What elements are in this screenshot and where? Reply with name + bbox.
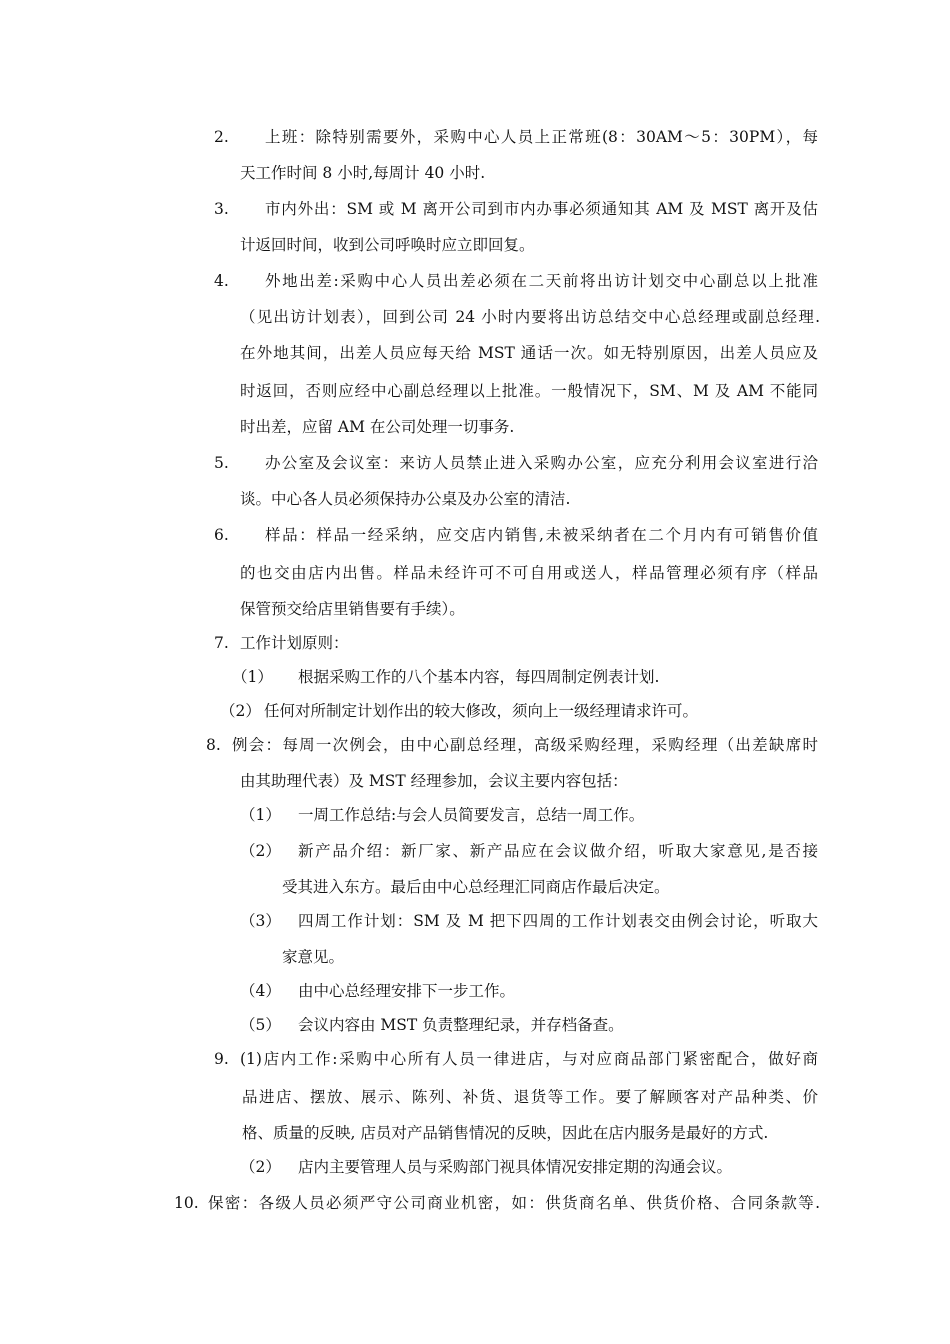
item-number: 4. — [214, 272, 229, 290]
paragraph-line: 由其助理代表）及 MST 经理参加，会议主要内容包括： — [240, 772, 628, 790]
sub-item-number: （1） — [232, 668, 273, 686]
paragraph-line: 样品：样品一经采纳，应交店内销售,未被采纳者在二个月内有可销售价值 — [265, 526, 818, 544]
paragraph-line: 保管预交给店里销售要有手续）。 — [240, 600, 465, 618]
paragraph-line: 的也交由店内出售。样品未经许可不可自用或送人，样品管理必须有序（样品 — [240, 564, 818, 582]
item-number: 3. — [214, 200, 229, 218]
paragraph-line: 会议内容由 MST 负责整理纪录，并存档备查。 — [298, 1016, 624, 1034]
paragraph-line: 由中心总经理安排下一步工作。 — [298, 982, 516, 1000]
paragraph-line: 市内外出：SM 或 M 离开公司到市内办事必须通知其 AM 及 MST 离开及估 — [265, 200, 818, 218]
item-number: 10. — [174, 1194, 199, 1212]
sub-item-number: （2） — [220, 702, 261, 720]
item-number: 9. — [214, 1050, 229, 1068]
paragraph-line: 计返回时间，收到公司呼唤时应立即回复。 — [240, 236, 535, 254]
paragraph-line: 店内主要管理人员与采购部门视具体情况安排定期的沟通会议。 — [298, 1158, 733, 1176]
item-number: 2. — [214, 128, 229, 146]
paragraph-line: 新产品介绍：新厂家、新产品应在会议做介绍，听取大家意见,是否接 — [298, 842, 818, 860]
paragraph-line: 在外地其间，出差人员应每天给 MST 通话一次。如无特别原因，出差人员应及 — [240, 344, 818, 362]
paragraph-line: 办公室及会议室：来访人员禁止进入采购办公室，应充分利用会议室进行洽 — [265, 454, 818, 472]
sub-item-number: （2） — [240, 842, 281, 860]
paragraph-line: 保密：各级人员必须严守公司商业机密，如：供货商名单、供货价格、合同条款等. — [208, 1194, 820, 1212]
sub-item-number: （1） — [240, 806, 281, 824]
paragraph-line: 外地出差:采购中心人员出差必须在二天前将出访计划交中心副总以上批准 — [265, 272, 818, 290]
paragraph-line: 受其进入东方。最后由中心总经理汇同商店作最后决定。 — [282, 878, 670, 896]
paragraph-line: （见出访计划表），回到公司 24 小时内要将出访总结交中心总经理或副总经理. — [240, 308, 820, 326]
paragraph-line: 例会：每周一次例会，由中心副总经理，高级采购经理，采购经理（出差缺席时 — [232, 736, 818, 754]
sub-item-number: （2） — [240, 1158, 281, 1176]
paragraph-line: 任何对所制定计划作出的较大修改，须向上一级经理请求许可。 — [264, 702, 699, 720]
paragraph-line: 家意见。 — [282, 948, 345, 966]
sub-item-number: （4） — [240, 982, 281, 1000]
sub-item-number: （5） — [240, 1016, 281, 1034]
paragraph-line: 谈。中心各人员必须保持办公桌及办公室的清洁. — [240, 490, 571, 508]
paragraph-line: 天工作时间 8 小时,每周计 40 小时. — [240, 164, 486, 182]
paragraph-line: 格、质量的反映, 店员对产品销售情况的反映，因此在店内服务是最好的方式. — [242, 1124, 769, 1142]
paragraph-line: (1)店内工作:采购中心所有人员一律进店，与对应商品部门紧密配合，做好商 — [240, 1050, 818, 1068]
item-number: 8. — [206, 736, 221, 754]
paragraph-line: 一周工作总结:与会人员简要发言，总结一周工作。 — [298, 806, 645, 824]
paragraph-line: 上班：除特别需要外，采购中心人员上正常班(8：30AM～5：30PM），每 — [265, 128, 818, 146]
paragraph-line: 四周工作计划：SM 及 M 把下四周的工作计划表交由例会讨论，听取大 — [298, 912, 818, 930]
item-number: 5. — [214, 454, 229, 472]
paragraph-line: 时出差，应留 AM 在公司处理一切事务. — [240, 418, 515, 436]
paragraph-line: 品进店、摆放、展示、陈列、补货、退货等工作。要了解顾客对产品种类、价 — [242, 1088, 818, 1106]
paragraph-line: 根据采购工作的八个基本内容，每四周制定例表计划. — [298, 668, 660, 686]
sub-item-number: （3） — [240, 912, 281, 930]
item-number: 7. — [214, 634, 229, 652]
paragraph-line: 工作计划原则： — [240, 634, 349, 652]
paragraph-line: 时返回，否则应经中心副总经理以上批准。一般情况下，SM、M 及 AM 不能同 — [240, 382, 818, 400]
item-number: 6. — [214, 526, 229, 544]
